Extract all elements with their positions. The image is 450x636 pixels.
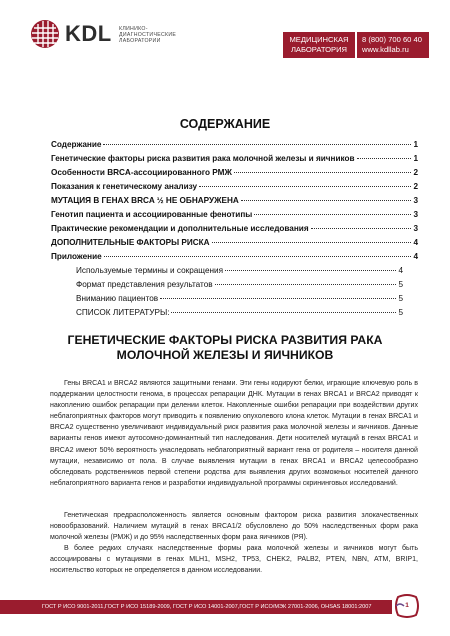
website-link[interactable]: www.kdllab.ru bbox=[362, 44, 409, 54]
toc-item[interactable]: Особенности BRCA-ассоциированного РМЖ 2 bbox=[51, 168, 418, 177]
paragraph: Гены BRCA1 и BRCA2 являются защитными генами. Эти гены кодируют белки, играющие ключевую роль в поддержании целостности генома, в процессах репарации ДНК. Мутации в генах BRCA1 и BRCA2 приводят к накоплению ошибок репарации при делении клеток. Накопленные ошибки репарации при воздействии других неблагоприятных факторов могут приводить к появлению опухолевого клона клеток. Мутации в генах BRCA1 и BRCA2 существенно увеличивают индивидуальный риск развития рака молочной железы и яичников. Данные варианты генов имеют аутосомно-доминантный тип наследования. Дети носителей мутаций в генах BRCA1 и BRCA2 имеют 50% вероятность унаследовать неблагоприятный вариант гена от родителя – носителя данной мутации, независимо от пола. В случае выявления мутации в генах BRCA1 и BRCA2 целесообразно обследовать родственников первой степени родства для выявления других возможных носителей данного неблагоприятного варианта генов и разработки индивидуальной программы скрининговых исследований. bbox=[50, 380, 418, 487]
brand-subtitle: КЛИНИКО- ДИАГНОСТИЧЕСКИЕ ЛАБОРАТОРИИ bbox=[119, 26, 177, 45]
toc-item[interactable]: Генотип пациента и ассоциированные фенотипы 3 bbox=[51, 210, 418, 219]
footer-standards: ГОСТ Р ИСО 9001-2011,ГОСТ Р ИСО 15189-2009, ГОСТ Р ИСО 14001-2007,ГОСТ Р ИСО/МЭК 27001-2006, OHSAS 18001:2007 bbox=[0, 600, 392, 614]
toc-item[interactable]: Практические рекомендации и дополнительные исследования 3 bbox=[51, 224, 418, 233]
toc-item[interactable]: Показания к генетическому анализу 2 bbox=[51, 182, 418, 191]
toc-item[interactable]: МУТАЦИЯ В ГЕНАХ BRCA ½ НЕ ОБНАРУЖЕНА 3 bbox=[51, 196, 418, 205]
lab-label-box: МЕДИЦИНСКАЯ ЛАБОРАТОРИЯ bbox=[283, 32, 355, 58]
toc-item[interactable]: Содержание 1 bbox=[51, 140, 418, 149]
toc-item[interactable]: Приложение 4 bbox=[51, 252, 418, 261]
page-header bbox=[0, 0, 450, 70]
phone-number[interactable]: 8 (800) 700 60 40 bbox=[362, 35, 422, 44]
brand-name: KDL bbox=[65, 21, 112, 46]
paragraph: Генетическая предрасположенность является основным фактором риска развития злокачественных новообразований. Наличием мутаций в генах BRCA1/2 обусловлено до 50% наследственных форм рака молочной железы (РМЖ) и до 95% наследственных форм рака яичников (РЯ). bbox=[50, 512, 418, 542]
toc-item[interactable]: ДОПОЛНИТЕЛЬНЫЕ ФАКТОРЫ РИСКА 4 bbox=[51, 238, 418, 247]
toc-subitem[interactable]: Формат представления результатов 5 bbox=[76, 280, 403, 289]
toc-item[interactable]: Генетические факторы риска развития рака молочной железы и яичников 1 bbox=[51, 154, 418, 163]
toc-subitem[interactable]: СПИСОК ЛИТЕРАТУРЫ: 5 bbox=[76, 308, 403, 317]
toc-title: СОДЕРЖАНИЕ bbox=[179, 117, 271, 131]
page-number: 1 bbox=[405, 602, 409, 609]
section-heading: ГЕНЕТИЧЕСКИЕ ФАКТОРЫ РИСКА РАЗВИТИЯ РАКА МОЛОЧНОЙ ЖЕЛЕЗЫ И ЯИЧНИКОВ bbox=[67, 333, 383, 362]
contact-box bbox=[357, 32, 429, 58]
toc-subitem[interactable]: Вниманию пациентов 5 bbox=[76, 294, 403, 303]
toc-subitem[interactable]: Используемые термины и сокращения 4 bbox=[76, 266, 403, 275]
kdl-logo-icon bbox=[30, 19, 60, 49]
paragraph: В более редких случаях наследственные формы рака молочной железы и яичников могут быть ассоциированы с мутациями в генах MLH1, MSH2, TP53, CHEK2, PALB2, PTEN, NBN, ATM, BRIP1, носительство которых не определяется в данном исследовании. bbox=[50, 545, 418, 575]
